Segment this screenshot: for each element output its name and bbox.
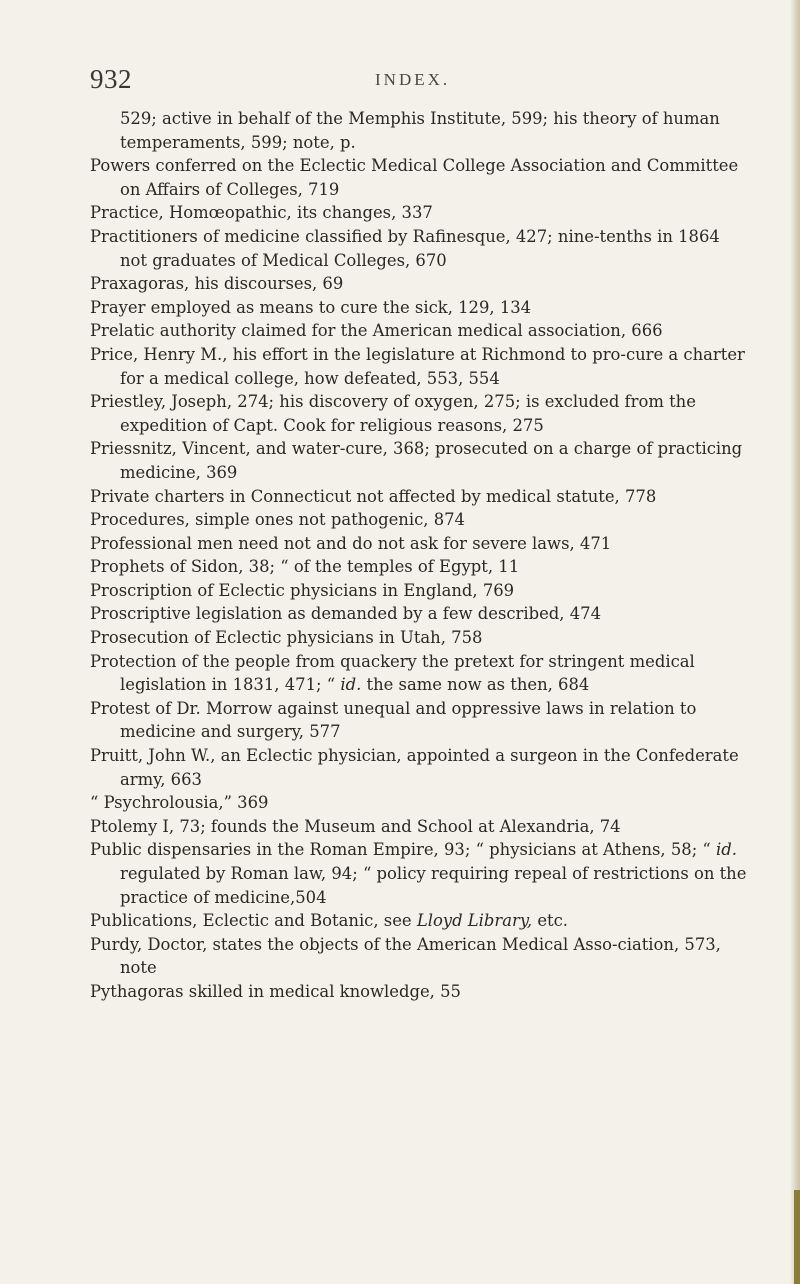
index-entry: Practice, Homœopathic, its changes, 337 [90, 203, 433, 223]
page-edge-mark [794, 1190, 800, 1284]
index-entry: Priestley, Joseph, 274; his discovery of oxygen, 275; is excluded from the expedition of Capt. Cook for religious reasons, 275 [90, 392, 696, 435]
index-entry: Purdy, Doctor, states the objects of the American Medical Asso-ciation, 573, note [90, 934, 721, 978]
entry-text: Protection of the people from quackery the pretext for stringent medical legislation in 1831, 471; “ [90, 651, 695, 695]
index-entry-list [90, 107, 750, 1004]
index-entry [90, 650, 750, 697]
index-entry: Powers conferred on the Eclectic Medical College Association and Committee on Affairs of Colleges, 719 [90, 156, 739, 199]
index-entry: 529; active in behalf of the Memphis Institute, 599; his theory of human temperaments, 599; note, p. [120, 109, 720, 152]
index-entry: Private charters in Connecticut not affected by medical statute, 778 [90, 486, 657, 506]
index-entry: Prayer employed as means to cure the sick, 129, 134 [90, 297, 532, 317]
entry-italic-text: Lloyd Library, [416, 911, 533, 931]
page-number: 932 [90, 64, 132, 94]
entry-text: Public dispensaries in the Roman Empire, 93; “ physicians at Athens, 58; “ [90, 840, 717, 860]
index-entry: “ Psychrolousia,” 369 [90, 793, 269, 813]
index-entry: Pythagoras skilled in medical knowledge, 55 [90, 981, 461, 1001]
index-entry: Priessnitz, Vincent, and water-cure, 368; prosecuted on a charge of practicing medicine, 369 [90, 439, 743, 482]
index-entry: Prophets of Sidon, 38; “ of the temples of Egypt, 11 [90, 557, 520, 577]
index-entry: Protest of Dr. Morrow against unequal and oppressive laws in relation to medicine and surgery, 577 [90, 698, 697, 742]
entry-text: etc. [532, 911, 569, 931]
page-header [90, 64, 750, 104]
running-head: INDEX. [375, 70, 451, 89]
entry-italic-text: id. [340, 675, 362, 695]
index-entry: Procedures, simple ones not pathogenic, 874 [90, 510, 465, 530]
entry-text: the same now as then, 684 [361, 675, 590, 695]
index-entry: Ptolemy I, 73; founds the Museum and School at Alexandria, 74 [90, 816, 621, 836]
index-entry: Prelatic authority claimed for the American medical association, 666 [90, 321, 663, 341]
index-entry: Praxagoras, his discourses, 69 [90, 274, 344, 294]
entry-text: regulated by Roman law, 94; “ policy requiring repeal of restrictions on the practice of medicine,504 [120, 864, 747, 907]
index-entry [90, 838, 750, 909]
index-entry: Pruitt, John W., an Eclectic physician, appointed a surgeon in the Confederate army, 663 [90, 746, 739, 789]
entry-italic-text: id. [716, 840, 737, 860]
index-entry: Proscriptive legislation as demanded by a few described, 474 [90, 604, 602, 624]
index-entry: Professional men need not and do not ask for severe laws, 471 [90, 533, 612, 553]
index-entry: Price, Henry M., his effort in the legislature at Richmond to pro-cure a charter for a medical college, how defeated, 553, 554 [90, 344, 745, 388]
page-edge [790, 0, 800, 1284]
index-entry: Practitioners of medicine classified by Rafinesque, 427; nine-tenths in 1864 not graduates of Medical Colleges, 670 [90, 226, 720, 270]
index-entry: Prosecution of Eclectic physicians in Utah, 758 [90, 628, 483, 648]
index-entry: Proscription of Eclectic physicians in England, 769 [90, 580, 515, 600]
index-entry [90, 909, 750, 933]
entry-text: Publications, Eclectic and Botanic, see [90, 911, 417, 931]
